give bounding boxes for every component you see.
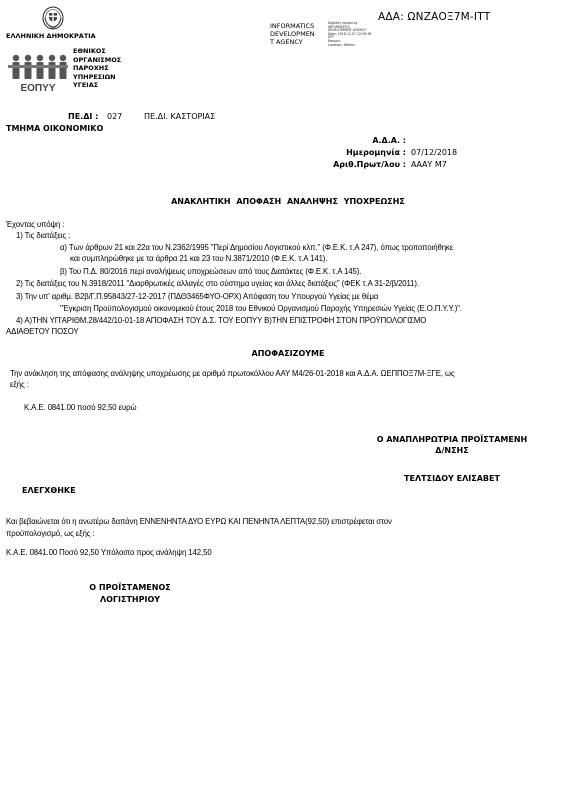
item-2: 2) Τις διατάξεις του Ν.3918/2011 "Διαρθρωτικές αλλαγές στο σύστημα υγείας και άλλες διατάξεις" (ΦΕΚ τ.Α 31-2/β/2011). — [16, 279, 419, 288]
item-1b: β) Του Π.Δ. 80/2016 περί αναλήψεως υποχρεώσεων από τους Διατάκτες (Φ.Ε.Κ. τ.Α 145). — [60, 267, 362, 276]
date-label: Ημερομηνία : — [346, 148, 406, 157]
decision-line-1: Την ανάκληση της απόφασης ανάληψης υποχρέωσης με αριθμό πρωτοκόλλου ΑΑΥ Μ4/26-01-2018 και Α.Δ.Α. ΩΕΠΠΟΞ7Μ-ΞΓΕ, ως — [10, 369, 455, 378]
item-4-line-2: ΑΔΙΑΘΕΤΟΥ ΠΟΣΟΥ — [6, 327, 79, 336]
certify-line-1: Και βεβαιώνεται ότι η ανωτέρω δαπάνη ΕΝΝΕΝΗΝΤΑ ΔΥΟ ΕΥΡΩ ΚΑΙ ΠΕΝΗΝΤΑ ΛΕΠΤΑ(92,50) επιστρέφεται στον — [6, 517, 392, 526]
signatory-role-unit: Δ/ΝΣΗΣ — [435, 446, 469, 455]
decide-heading: ΑΠΟΦΑΣΙΖΟΥΜΕ — [251, 349, 325, 358]
department-name: ΤΜΗΜΑ ΟΙΚΟΝΟΜΙΚΟ — [6, 124, 104, 133]
signatory-name: ΤΕΛΤΣΙΔΟΥ ΕΛΙΣΑΒΕΤ — [404, 474, 500, 483]
kae-amount: Κ.Α.Ε. 0841.00 ποσό 92,50 ευρώ — [24, 403, 137, 412]
document-title: ΑΝΑΚΛΗΤΙΚΗ ΑΠΟΦΑΣΗ ΑΝΑΛΗΨΗΣ ΥΠΟΧΡΕΩΣΗΣ — [171, 197, 405, 206]
accounting-head-unit: ΛΟΓΙΣΤΗΡΙΟΥ — [99, 595, 161, 604]
item-4-line-1: 4) Α)ΤΗΝ ΥΠ'ΑΡΙΘΜ.28/442/10-01-18 ΑΠΟΦΑΣΗ ΤΟΥ Δ.Σ. ΤΟΥ ΕΟΠΥΥ Β)ΤΗΝ ΕΠΙΣΤΡΟΦΗ ΣΤΟΝ ΠΡΟΫΠΟΛΟΓΙΣΜΟ — [16, 316, 427, 325]
org-name: ΕΘΝΙΚΟΣ ΟΡΓΑΝΙΣΜΟΣ ΠΑΡΟΧΗΣ ΥΠΗΡΕΣΙΩΝ ΥΓΕΙΑΣ — [73, 47, 122, 90]
kae-remaining: Κ.Α.Ε. 0841.00 Ποσό 92,50 Υπόλοιπο προς ανάληψη 142,50 — [6, 548, 212, 557]
hellenic-republic-emblem-icon — [42, 6, 64, 30]
ada-header: ΑΔΑ: ΩΝΖΑΟΞ7Μ-ΙΤΤ — [378, 11, 491, 23]
digital-signature-details: Digitally signed by INFORMATICS DEVELOPMENT AGENCY Date: 2018.12.07 12:39:36 EET Reason: Location: Athens — [328, 21, 372, 47]
certify-line-2: προϋπολογισμό, ως εξής : — [6, 529, 95, 538]
signatory-role: Ο ΑΝΑΠΛΗΡΩΤΡΙΑ ΠΡΟΪΣΤΑΜΕΝΗ — [376, 435, 528, 444]
date-value: 07/12/2018 — [411, 148, 458, 157]
checked-label: ΕΛΕΓΧΘΗΚΕ — [22, 486, 76, 495]
eopyy-logo — [8, 52, 68, 94]
digital-signature-name: INFORMATICS DEVELOPMEN T AGENCY — [270, 22, 315, 46]
decision-line-2: εξής : — [10, 380, 29, 389]
pedi-name: ΠΕ.ΔΙ. ΚΑΣΤΟΡΙΑΣ — [144, 112, 216, 121]
considering-heading: Έχοντας υπόψη : — [6, 220, 65, 229]
pedi-label: ΠΕ.ΔΙ : — [68, 112, 99, 121]
protocol-label: Αριθ.Πρωτ/λου : — [333, 160, 406, 169]
item-3-line-2: "Έγκριση Προϋπολογισμού οικονομικού έτους 2018 του Εθνικού Οργανισμού Παροχής Υπηρεσιών Υγείας (Ε.Ο.Π.Υ.Υ.)". — [60, 304, 462, 313]
item-3-line-1: 3) Την υπ' αριθμ. Β2β/Γ.Π.95843/27-12-2017 (ΠΔΘ3465ΦΥΟ-ΟΡΧ) Απόφαση του Υπουργού Υγείας με θέμα — [16, 292, 379, 301]
ada-label: Α.Δ.Α. : — [372, 136, 406, 145]
item-1a-line-1: α) Των άρθρων 21 και 22α του Ν.2362/1995 "Περί Δημοσίου Λογιστικού κλπ." (Φ.Ε.Κ. τ.Α 247), όπως τροποποιήθηκε — [60, 243, 454, 252]
protocol-value: ΑΑΑΥ Μ7 — [411, 160, 447, 169]
country-name: ΕΛΛΗΝΙΚΗ ΔΗΜΟΚΡΑΤΙΑ — [6, 32, 96, 40]
logo-text: ΕΟΠΥΥ — [20, 83, 56, 94]
accounting-head-role: Ο ΠΡΟΪΣΤΑΜΕΝΟΣ — [89, 583, 171, 592]
pedi-code: 027 — [107, 112, 123, 121]
item-1a-line-2: και συμπληρώθηκε με τα άρθρα 21 και 23 του Ν.3871/2010 (Φ.Ε.Κ. τ.Α 141). — [70, 254, 328, 263]
item-1: 1) Τις διατάξεις : — [16, 231, 71, 240]
